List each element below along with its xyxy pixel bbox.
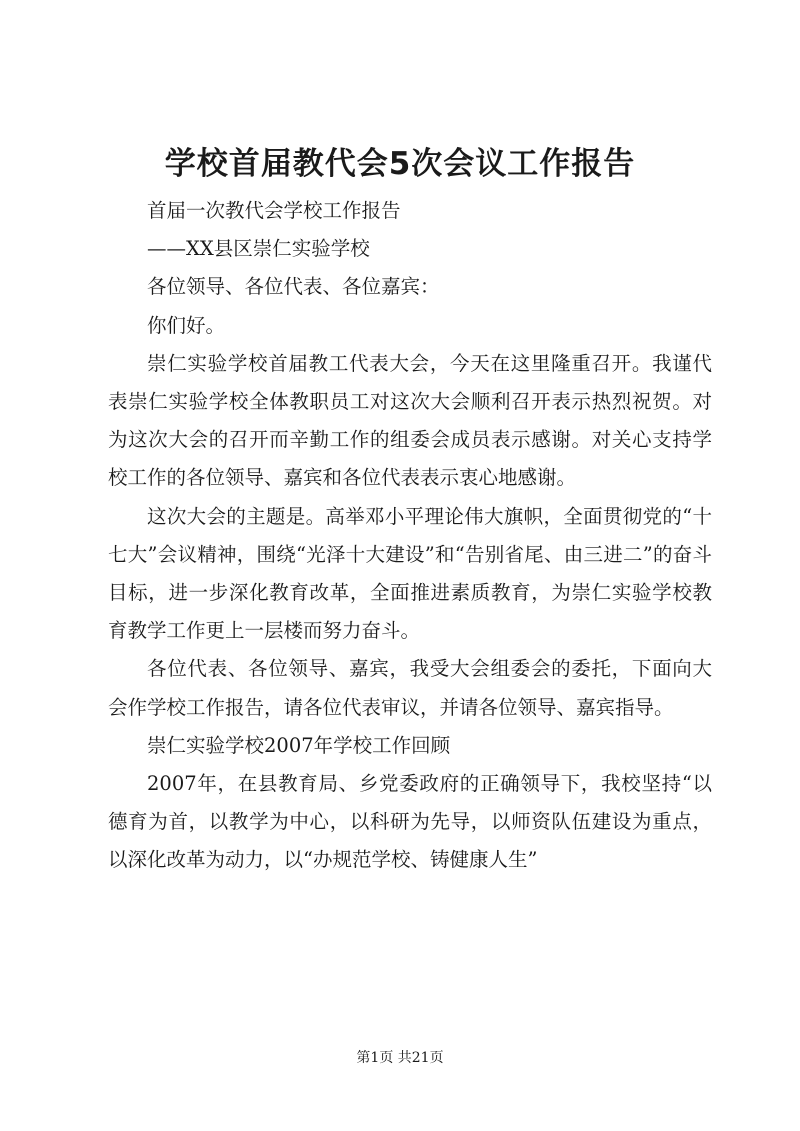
paragraph-salutation: 各位领导、各位代表、各位嘉宾： <box>147 275 440 299</box>
paragraph-opening: 崇仁实验学校首届教工代表大会，今天在这里隆重召开。我谨代表崇仁实验学校全体教职员工对这次大会顺利召开表示热烈祝贺。对为这次大会的召开而辛勤工作的组委会成员表示感谢。对关心支持学校工作的各位领导、嘉宾和各位代表表示衷心地感谢。 <box>108 351 712 490</box>
document-body <box>108 192 712 880</box>
paragraph-greeting: 你们好。 <box>147 313 226 337</box>
paragraph-review: 2007年，在县教育局、乡党委政府的正确领导下，我校坚持“以德育为首，以教学为中心，以科研为先导，以师资队伍建设为重点，以深化改革为动力，以“办规范学校、铸健康人生” <box>108 772 712 872</box>
paragraph-theme: 这次大会的主题是。高举邓小平理论伟大旗帜，全面贯彻党的“十七大”会议精神，围绕“光泽十大建设”和“告别省尾、由三进二”的奋斗目标，进一步深化教育改革，全面推进素质教育，为崇仁实验学校教育教学工作更上一层楼而努力奋斗。 <box>108 504 712 643</box>
paragraph-section-heading: 崇仁实验学校2007年学校工作回顾 <box>147 733 451 757</box>
page-footer: 第1页 共21页 <box>356 1050 444 1066</box>
paragraph-subtitle: 首届一次教代会学校工作报告 <box>147 199 401 222</box>
document-title: 学校首届教代会5次会议工作报告 <box>164 146 636 182</box>
paragraph-report-intro: 各位代表、各位领导、嘉宾，我受大会组委会的委托，下面向大会作学校工作报告，请各位代表审议，并请各位领导、嘉宾指导。 <box>108 657 712 719</box>
paragraph-school-name: ——XX县区崇仁实验学校 <box>147 237 370 261</box>
